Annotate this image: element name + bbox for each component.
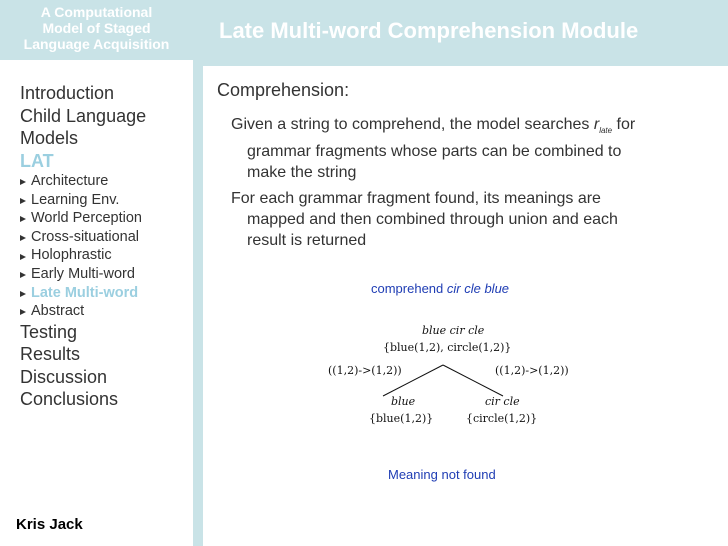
tree-root-string: blue cir cle xyxy=(422,324,485,337)
tree-right-meaning: {circle(1,2)} xyxy=(466,412,538,425)
arrow-right-icon xyxy=(20,179,26,185)
nav-item-discussion[interactable]: Discussion xyxy=(20,366,108,387)
tree-left-meaning: {blue(1,2)} xyxy=(369,412,434,425)
slide-content xyxy=(203,66,728,546)
arrow-right-icon xyxy=(20,198,26,204)
result-message: Meaning not found xyxy=(388,467,496,482)
paragraph-text: grammar fragments whose parts can be combined to xyxy=(247,143,622,160)
nav-subitem-abstract[interactable] xyxy=(20,302,190,321)
nav-item-results[interactable]: Results xyxy=(20,344,81,365)
slide-title: Late Multi-word Comprehension Module xyxy=(219,18,639,43)
nav-item-models[interactable]: Models xyxy=(20,128,79,148)
presentation-title-line: A Computational xyxy=(40,4,153,20)
nav-subitem-cross-situational[interactable] xyxy=(20,228,190,247)
nav-subitem-label: Late Multi-word xyxy=(31,284,139,301)
nav-item-conclusions[interactable]: Conclusions xyxy=(20,389,119,410)
nav-subitem-label: Cross-situational xyxy=(31,228,139,245)
arrow-right-icon xyxy=(20,216,26,222)
nav-item-testing[interactable]: Testing xyxy=(20,321,78,342)
sidebar-divider xyxy=(193,0,203,546)
nav-subitem-label: World Perception xyxy=(31,210,142,227)
presentation-title xyxy=(0,0,193,60)
presentation-title-line: Language Acquisition xyxy=(23,36,170,52)
nav-subitem-holophrastic[interactable] xyxy=(20,246,190,265)
nav-subitem-learning-env[interactable] xyxy=(20,191,190,210)
nav-subitem-label: Abstract xyxy=(31,303,85,320)
navigation-menu xyxy=(20,82,190,411)
nav-item-lat[interactable]: LAT xyxy=(20,150,54,171)
presentation-title-line: Model of Staged xyxy=(42,20,151,36)
paragraph-text: for xyxy=(612,116,636,133)
nav-subitem-world-perception[interactable] xyxy=(20,209,190,228)
nav-subitem-label: Architecture xyxy=(31,173,109,189)
nav-subitem-early-multi-word[interactable] xyxy=(20,265,190,284)
tree-right-mapping: ((1,2)->(1,2)) xyxy=(495,364,569,377)
tree-left-mapping: ((1,2)->(1,2)) xyxy=(328,364,402,377)
paragraph-text: make the string xyxy=(247,164,357,181)
nav-subitem-label: Learning Env. xyxy=(31,191,120,208)
nav-subitem-label: Early Multi-word xyxy=(31,265,135,282)
slide-header xyxy=(203,0,728,66)
tree-root-meaning: {blue(1,2), circle(1,2)} xyxy=(383,341,512,354)
tree-right-string: cir cle xyxy=(485,395,520,408)
nav-subitem-label: Holophrastic xyxy=(31,247,112,264)
arrow-right-icon xyxy=(20,272,26,278)
caption-prefix: comprehend xyxy=(371,281,447,296)
arrow-right-icon xyxy=(20,309,26,315)
paragraph-text: result is returned xyxy=(247,232,367,249)
tree-branch-right xyxy=(443,365,503,396)
nav-subitem-late-multi-word[interactable] xyxy=(20,284,190,303)
arrow-right-icon xyxy=(20,254,26,260)
caption-input-string: cir cle blue xyxy=(446,281,510,296)
section-heading: Comprehension: xyxy=(217,80,350,100)
r-symbol: r xyxy=(593,116,600,133)
nav-item-child-language[interactable]: Child Language xyxy=(20,105,147,126)
nav-item-introduction[interactable]: Introduction xyxy=(20,83,115,103)
paragraph-text: For each grammar fragment found, its meanings are xyxy=(231,190,601,207)
author-name: Kris Jack xyxy=(16,516,83,533)
paragraph-text: mapped and then combined through union and each xyxy=(247,211,618,228)
r-subscript: late xyxy=(599,126,613,135)
arrow-right-icon xyxy=(20,235,26,241)
tree-left-string: blue xyxy=(391,395,416,408)
sidebar xyxy=(0,0,193,546)
nav-subitem-architecture[interactable] xyxy=(20,172,190,191)
arrow-right-icon xyxy=(20,291,26,297)
paragraph-text: Given a string to comprehend, the model searches xyxy=(231,116,594,133)
